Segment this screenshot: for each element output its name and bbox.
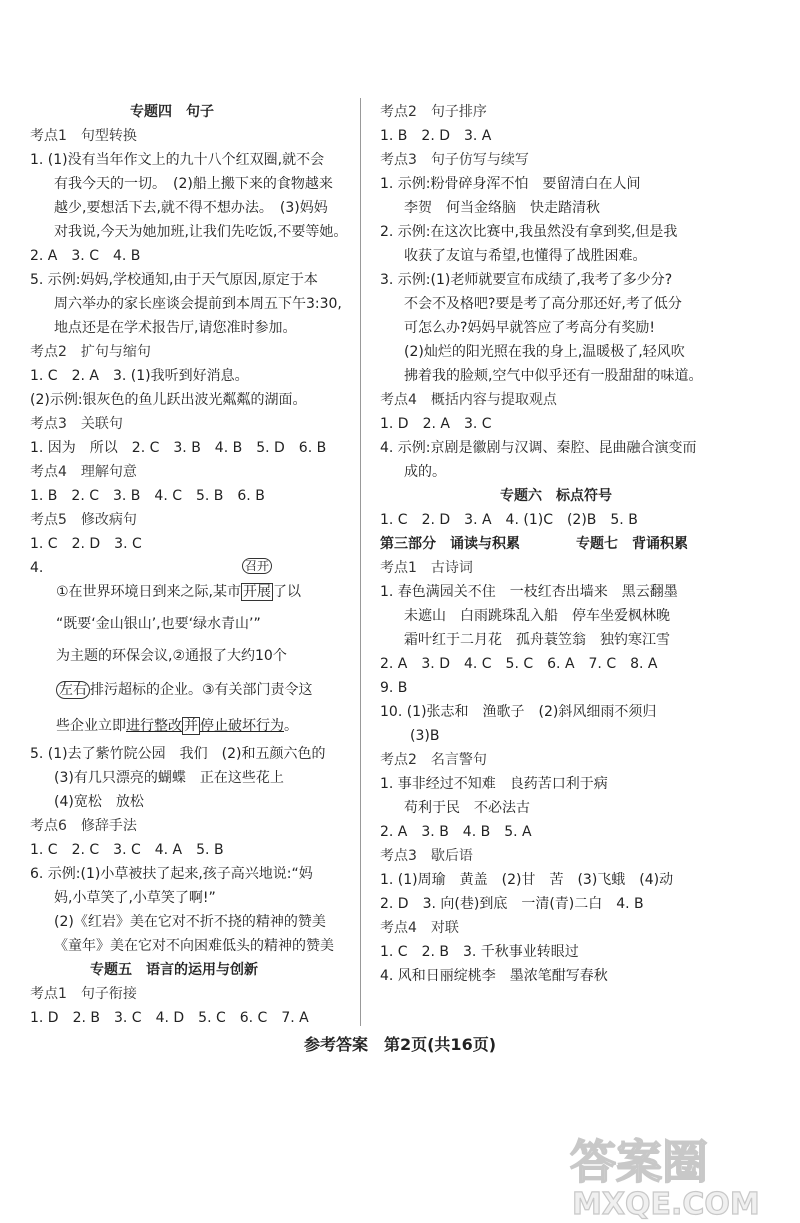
answer-line: 1. B 2. C 3. B 4. C 5. B 6. B — [30, 488, 265, 504]
inserted-word: 召开 — [242, 558, 272, 574]
answer-line: 1. C 2. C 3. C 4. A 5. B — [30, 842, 224, 858]
page-footer: 参考答案 第2页(共16页) — [303, 1035, 497, 1054]
answer-line: 3. 示例:(1)老师就要宣布成绩了,我考了多少分? — [380, 272, 673, 288]
answer-line: 4. 示例:京剧是徽剧与汉调、秦腔、昆曲融合演变而 — [380, 440, 697, 456]
edit-text: 排污超标的企业。③有关部门责令这 — [90, 682, 313, 698]
answer-line: 4. — [30, 560, 44, 576]
boxed-word: 开展 — [243, 584, 272, 600]
topic-heading: 考点6 修辞手法 — [30, 818, 137, 834]
watermark-text-top: 答案圈 — [570, 1135, 708, 1189]
edit-text: 了以 — [273, 584, 302, 600]
edit-text: ①在世界环境日到来之际,某市 — [56, 584, 242, 600]
edit-text: 。 — [284, 718, 298, 734]
topic-heading: 考点1 句子衔接 — [30, 986, 137, 1002]
section-title: 专题四 句子 — [130, 104, 214, 120]
answer-line: 1. D 2. A 3. C — [380, 416, 492, 432]
watermark-text-bottom: MXQE.COM — [572, 1187, 760, 1220]
answer-line: 1. 春色满园关不住 一枝红杏出墙来 黑云翻墨 — [380, 584, 678, 600]
answer-line: 李贺 何当金络脑 快走踏清秋 — [404, 200, 600, 216]
underlined-phrase: 停止破坏行为 — [200, 718, 284, 734]
answer-line: 1. (1)周瑜 黄盖 (2)甘 苦 (3)飞蛾 (4)动 — [380, 872, 674, 888]
answer-line: 成的。 — [404, 464, 446, 480]
topic-heading: 考点1 古诗词 — [380, 560, 473, 576]
edit-line — [56, 582, 301, 602]
answer-line: 5. (1)去了紫竹院公园 我们 (2)和五颜六色的 — [30, 746, 326, 762]
answer-line: 1. B 2. D 3. A — [380, 128, 492, 144]
topic-heading: 考点3 关联句 — [30, 416, 123, 432]
answer-line: 1. C 2. A 3. (1)我听到好消息。 — [30, 368, 249, 384]
answer-line: 1. 因为 所以 2. C 3. B 4. B 5. D 6. B — [30, 440, 327, 456]
section-title: 专题五 语言的运用与创新 — [90, 962, 258, 978]
answer-line: (4)宽松 放松 — [54, 794, 144, 810]
edit-line: 为主题的环保会议,②通报了大约10个 — [56, 648, 287, 664]
answer-line: 2. A 3. D 4. C 5. C 6. A 7. C 8. A — [380, 656, 658, 672]
answer-line: 2. A 3. C 4. B — [30, 248, 141, 264]
topic-heading: 考点4 概括内容与提取观点 — [380, 392, 557, 408]
answer-line: (2)灿烂的阳光照在我的身上,温暖极了,轻风吹 — [404, 344, 685, 360]
answer-line: 越少,要想活下去,就不得不想办法。 (3)妈妈 — [54, 200, 328, 216]
answer-line: 不会不及格吧?要是考了高分那还好,考了低分 — [404, 296, 682, 312]
edit-line — [56, 680, 313, 700]
answer-line: 妈,小草笑了,小草笑了啊!” — [54, 890, 216, 906]
section-title: 专题六 标点符号 — [500, 488, 612, 504]
answer-line: 2. 示例:在这次比赛中,我虽然没有拿到奖,但是我 — [380, 224, 678, 240]
answer-line: 未遮山 白雨跳珠乱入船 停车坐爱枫林晚 — [404, 608, 670, 624]
answer-line: (3)有几只漂亮的蝴蝶 正在这些花上 — [54, 770, 284, 786]
answer-line: 收获了友谊与希望,也懂得了战胜困难。 — [404, 248, 647, 264]
topic-heading: 考点3 句子仿写与续写 — [380, 152, 529, 168]
answer-line: (2)《红岩》美在它对不折不挠的精神的赞美 — [54, 914, 326, 930]
answer-line: 周六举办的家长座谈会提前到本周五下午3:30, — [54, 296, 342, 312]
topic-heading: 考点2 句子排序 — [380, 104, 487, 120]
part-title: 第三部分 诵读与积累 — [380, 536, 520, 552]
section-title: 专题七 背诵积累 — [576, 536, 688, 552]
answer-line: 拂着我的脸颊,空气中似乎还有一股甜甜的味道。 — [404, 368, 703, 384]
answer-line: 1. 事非经过不知难 良药苦口利于病 — [380, 776, 608, 792]
edit-line: “既要‘金山银山’,也要‘绿水青山’” — [56, 616, 261, 632]
answer-line: (2)示例:银灰色的鱼儿跃出波光粼粼的湖面。 — [30, 392, 307, 408]
answer-line: 2. D 3. 向(巷)到底 一清(青)二白 4. B — [380, 896, 644, 912]
answer-line: 苟利于民 不必法古 — [404, 800, 530, 816]
correction-mark — [242, 556, 272, 576]
answer-line: 6. 示例:(1)小草被扶了起来,孩子高兴地说:“妈 — [30, 866, 313, 882]
answer-line: 1. C 2. B 3. 千秋事业转眼过 — [380, 944, 579, 960]
topic-heading: 考点5 修改病句 — [30, 512, 137, 528]
topic-heading: 考点2 名言警句 — [380, 752, 487, 768]
topic-heading: 考点4 对联 — [380, 920, 459, 936]
topic-heading: 考点1 句型转换 — [30, 128, 137, 144]
answer-line: 10. (1)张志和 渔歌子 (2)斜风细雨不须归 — [380, 704, 657, 720]
answer-line: 1. (1)没有当年作文上的九十八个红双圈,就不会 — [30, 152, 325, 168]
boxed-word: 并 — [184, 718, 198, 734]
answer-line: 可怎么办?妈妈早就答应了考高分有奖励! — [404, 320, 656, 336]
answer-line: (3)B — [410, 728, 440, 744]
answer-line: 1. 示例:粉骨碎身浑不怕 要留清白在人间 — [380, 176, 641, 192]
answer-line: 对我说,今天为她加班,让我们先吃饭,不要等她。 — [54, 224, 348, 240]
topic-heading: 考点2 扩句与缩句 — [30, 344, 151, 360]
column-divider — [360, 98, 361, 1026]
answer-line: 《童年》美在它对不向困难低头的精神的赞美 — [54, 938, 334, 954]
circled-word: 左右 — [56, 681, 90, 699]
answer-line: 霜叶红于二月花 孤舟蓑笠翁 独钓寒江雪 — [404, 632, 670, 648]
answer-line: 1. D 2. B 3. C 4. D 5. C 6. C 7. A — [30, 1010, 309, 1026]
watermark-logo — [560, 1120, 790, 1220]
answer-line: 1. C 2. D 3. A 4. (1)C (2)B 5. B — [380, 512, 638, 528]
answer-line: 4. 风和日丽绽桃李 墨浓笔酣写春秋 — [380, 968, 608, 984]
answer-line: 9. B — [380, 680, 408, 696]
edit-text: 些企业立即 — [56, 718, 126, 734]
topic-heading: 考点4 理解句意 — [30, 464, 137, 480]
answer-line: 有我今天的一切。 (2)船上搬下来的食物越来 — [54, 176, 333, 192]
answer-line: 地点还是在学术报告厅,请您准时参加。 — [54, 320, 297, 336]
topic-heading: 考点3 歇后语 — [380, 848, 473, 864]
underlined-phrase: 进行整改 — [126, 718, 182, 734]
answer-line: 5. 示例:妈妈,学校通知,由于天气原因,原定于本 — [30, 272, 318, 288]
answer-line: 1. C 2. D 3. C — [30, 536, 142, 552]
edit-line — [56, 716, 298, 736]
answer-line: 2. A 3. B 4. B 5. A — [380, 824, 532, 840]
